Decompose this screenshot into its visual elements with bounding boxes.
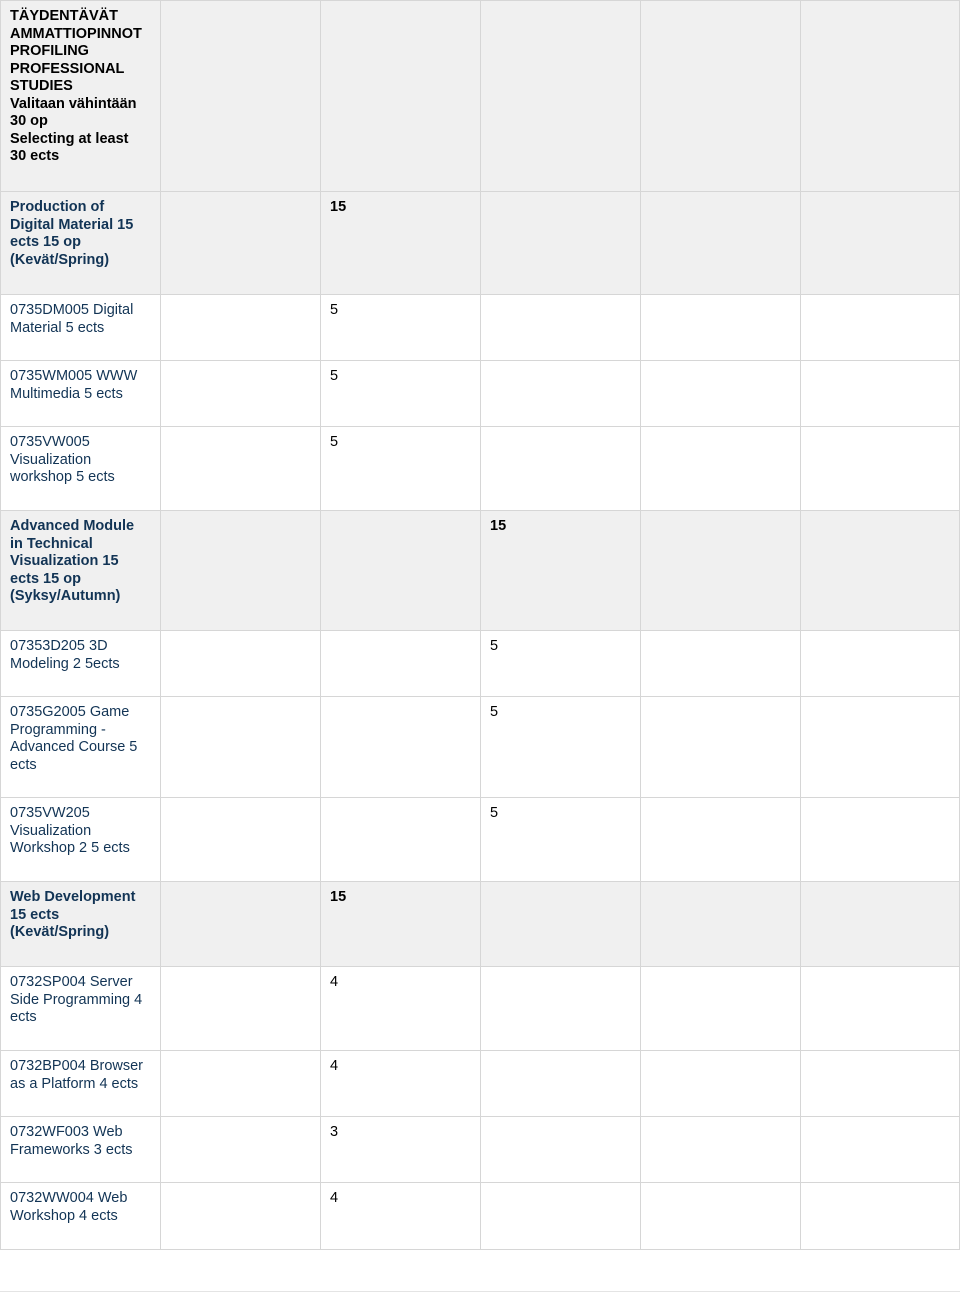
empty-cell xyxy=(161,967,321,1051)
empty-cell xyxy=(321,631,481,697)
empty-cell xyxy=(641,1051,801,1117)
empty-cell xyxy=(161,1117,321,1183)
heading-line: Selecting at least xyxy=(10,130,129,147)
heading-line: Valitaan vähintään xyxy=(10,95,137,112)
empty-cell xyxy=(641,1183,801,1250)
table-row xyxy=(1,1183,960,1250)
table-row xyxy=(1,1117,960,1183)
empty-cell xyxy=(801,511,960,631)
heading-line: PROFILING xyxy=(10,43,89,59)
empty-cell xyxy=(321,511,481,631)
empty-cell xyxy=(801,1117,960,1183)
table-row xyxy=(1,882,960,967)
table-row xyxy=(1,1051,960,1117)
course-name: 07353D205 3D Modeling 2 5ects xyxy=(1,631,161,697)
heading-line: TÄYDENTÄVÄT xyxy=(10,8,118,24)
module-name: Web Development 15 ects (Kevät/Spring) xyxy=(1,882,161,967)
empty-cell xyxy=(641,295,801,361)
table-row xyxy=(1,1,960,192)
empty-cell xyxy=(481,967,641,1051)
empty-cell xyxy=(801,882,960,967)
empty-cell xyxy=(161,697,321,798)
credit-value: 4 xyxy=(321,1183,481,1250)
empty-cell xyxy=(801,1183,960,1250)
empty-cell xyxy=(641,511,801,631)
empty-cell xyxy=(801,967,960,1051)
empty-cell xyxy=(161,1051,321,1117)
empty-cell xyxy=(801,192,960,295)
empty-cell xyxy=(641,631,801,697)
heading-line: 30 op xyxy=(10,113,48,129)
credit-value: 15 xyxy=(321,192,481,295)
empty-cell xyxy=(801,631,960,697)
credit-value: 5 xyxy=(321,361,481,427)
empty-cell xyxy=(801,295,960,361)
empty-cell xyxy=(481,427,641,511)
empty-cell xyxy=(641,1117,801,1183)
module-name: Production of Digital Material 15 ects 15 op (Kevät/Spring) xyxy=(1,192,161,295)
empty-cell xyxy=(481,1117,641,1183)
credit-value: 4 xyxy=(321,967,481,1051)
page-divider xyxy=(0,1291,960,1292)
course-name: 0732BP004 Browser as a Platform 4 ects xyxy=(1,1051,161,1117)
empty-cell xyxy=(481,295,641,361)
empty-cell xyxy=(481,882,641,967)
empty-cell xyxy=(161,1,321,192)
empty-cell xyxy=(481,192,641,295)
table-row xyxy=(1,192,960,295)
course-name: 0732WF003 Web Frameworks 3 ects xyxy=(1,1117,161,1183)
course-name: 0735VW005 Visualization workshop 5 ects xyxy=(1,427,161,511)
table-row xyxy=(1,511,960,631)
empty-cell xyxy=(801,1051,960,1117)
empty-cell xyxy=(161,631,321,697)
empty-cell xyxy=(161,192,321,295)
module-name: Advanced Module in Technical Visualization 15 ects 15 op (Syksy/Autumn) xyxy=(1,511,161,631)
credit-value: 5 xyxy=(321,427,481,511)
empty-cell xyxy=(641,361,801,427)
heading-line: 30 ects xyxy=(10,148,60,164)
empty-cell xyxy=(801,1,960,192)
credit-value: 15 xyxy=(481,511,641,631)
credit-value: 3 xyxy=(321,1117,481,1183)
credit-value: 4 xyxy=(321,1051,481,1117)
empty-cell xyxy=(641,882,801,967)
empty-cell xyxy=(481,361,641,427)
empty-cell xyxy=(161,427,321,511)
empty-cell xyxy=(801,798,960,882)
empty-cell xyxy=(641,1,801,192)
empty-cell xyxy=(641,192,801,295)
empty-cell xyxy=(321,1,481,192)
course-name: 0732SP004 Server Side Programming 4 ects xyxy=(1,967,161,1051)
section-heading xyxy=(1,1,161,192)
course-name: 0735WM005 WWW Multimedia 5 ects xyxy=(1,361,161,427)
empty-cell xyxy=(161,511,321,631)
empty-cell xyxy=(161,361,321,427)
table-row xyxy=(1,798,960,882)
course-name: 0735DM005 Digital Material 5 ects xyxy=(1,295,161,361)
empty-cell xyxy=(161,882,321,967)
credit-value: 5 xyxy=(321,295,481,361)
heading-line: STUDIES xyxy=(10,78,73,94)
credit-value: 15 xyxy=(321,882,481,967)
empty-cell xyxy=(641,427,801,511)
credit-value: 5 xyxy=(481,631,641,697)
heading-line: AMMATTIOPINNOT xyxy=(10,25,142,42)
empty-cell xyxy=(801,427,960,511)
empty-cell xyxy=(641,967,801,1051)
table-row xyxy=(1,697,960,798)
table-row xyxy=(1,631,960,697)
table-row xyxy=(1,295,960,361)
empty-cell xyxy=(641,798,801,882)
empty-cell xyxy=(161,295,321,361)
empty-cell xyxy=(481,1183,641,1250)
empty-cell xyxy=(321,798,481,882)
empty-cell xyxy=(321,697,481,798)
empty-cell xyxy=(161,798,321,882)
empty-cell xyxy=(481,1051,641,1117)
table-row xyxy=(1,361,960,427)
empty-cell xyxy=(801,361,960,427)
course-name: 0732WW004 Web Workshop 4 ects xyxy=(1,1183,161,1250)
course-name: 0735VW205 Visualization Workshop 2 5 ects xyxy=(1,798,161,882)
credit-value: 5 xyxy=(481,697,641,798)
credit-value: 5 xyxy=(481,798,641,882)
heading-line: PROFESSIONAL xyxy=(10,60,125,77)
table-row xyxy=(1,967,960,1051)
table-row xyxy=(1,427,960,511)
empty-cell xyxy=(801,697,960,798)
empty-cell xyxy=(641,697,801,798)
empty-cell xyxy=(481,1,641,192)
course-name: 0735G2005 Game Programming - Advanced Course 5 ects xyxy=(1,697,161,798)
empty-cell xyxy=(161,1183,321,1250)
